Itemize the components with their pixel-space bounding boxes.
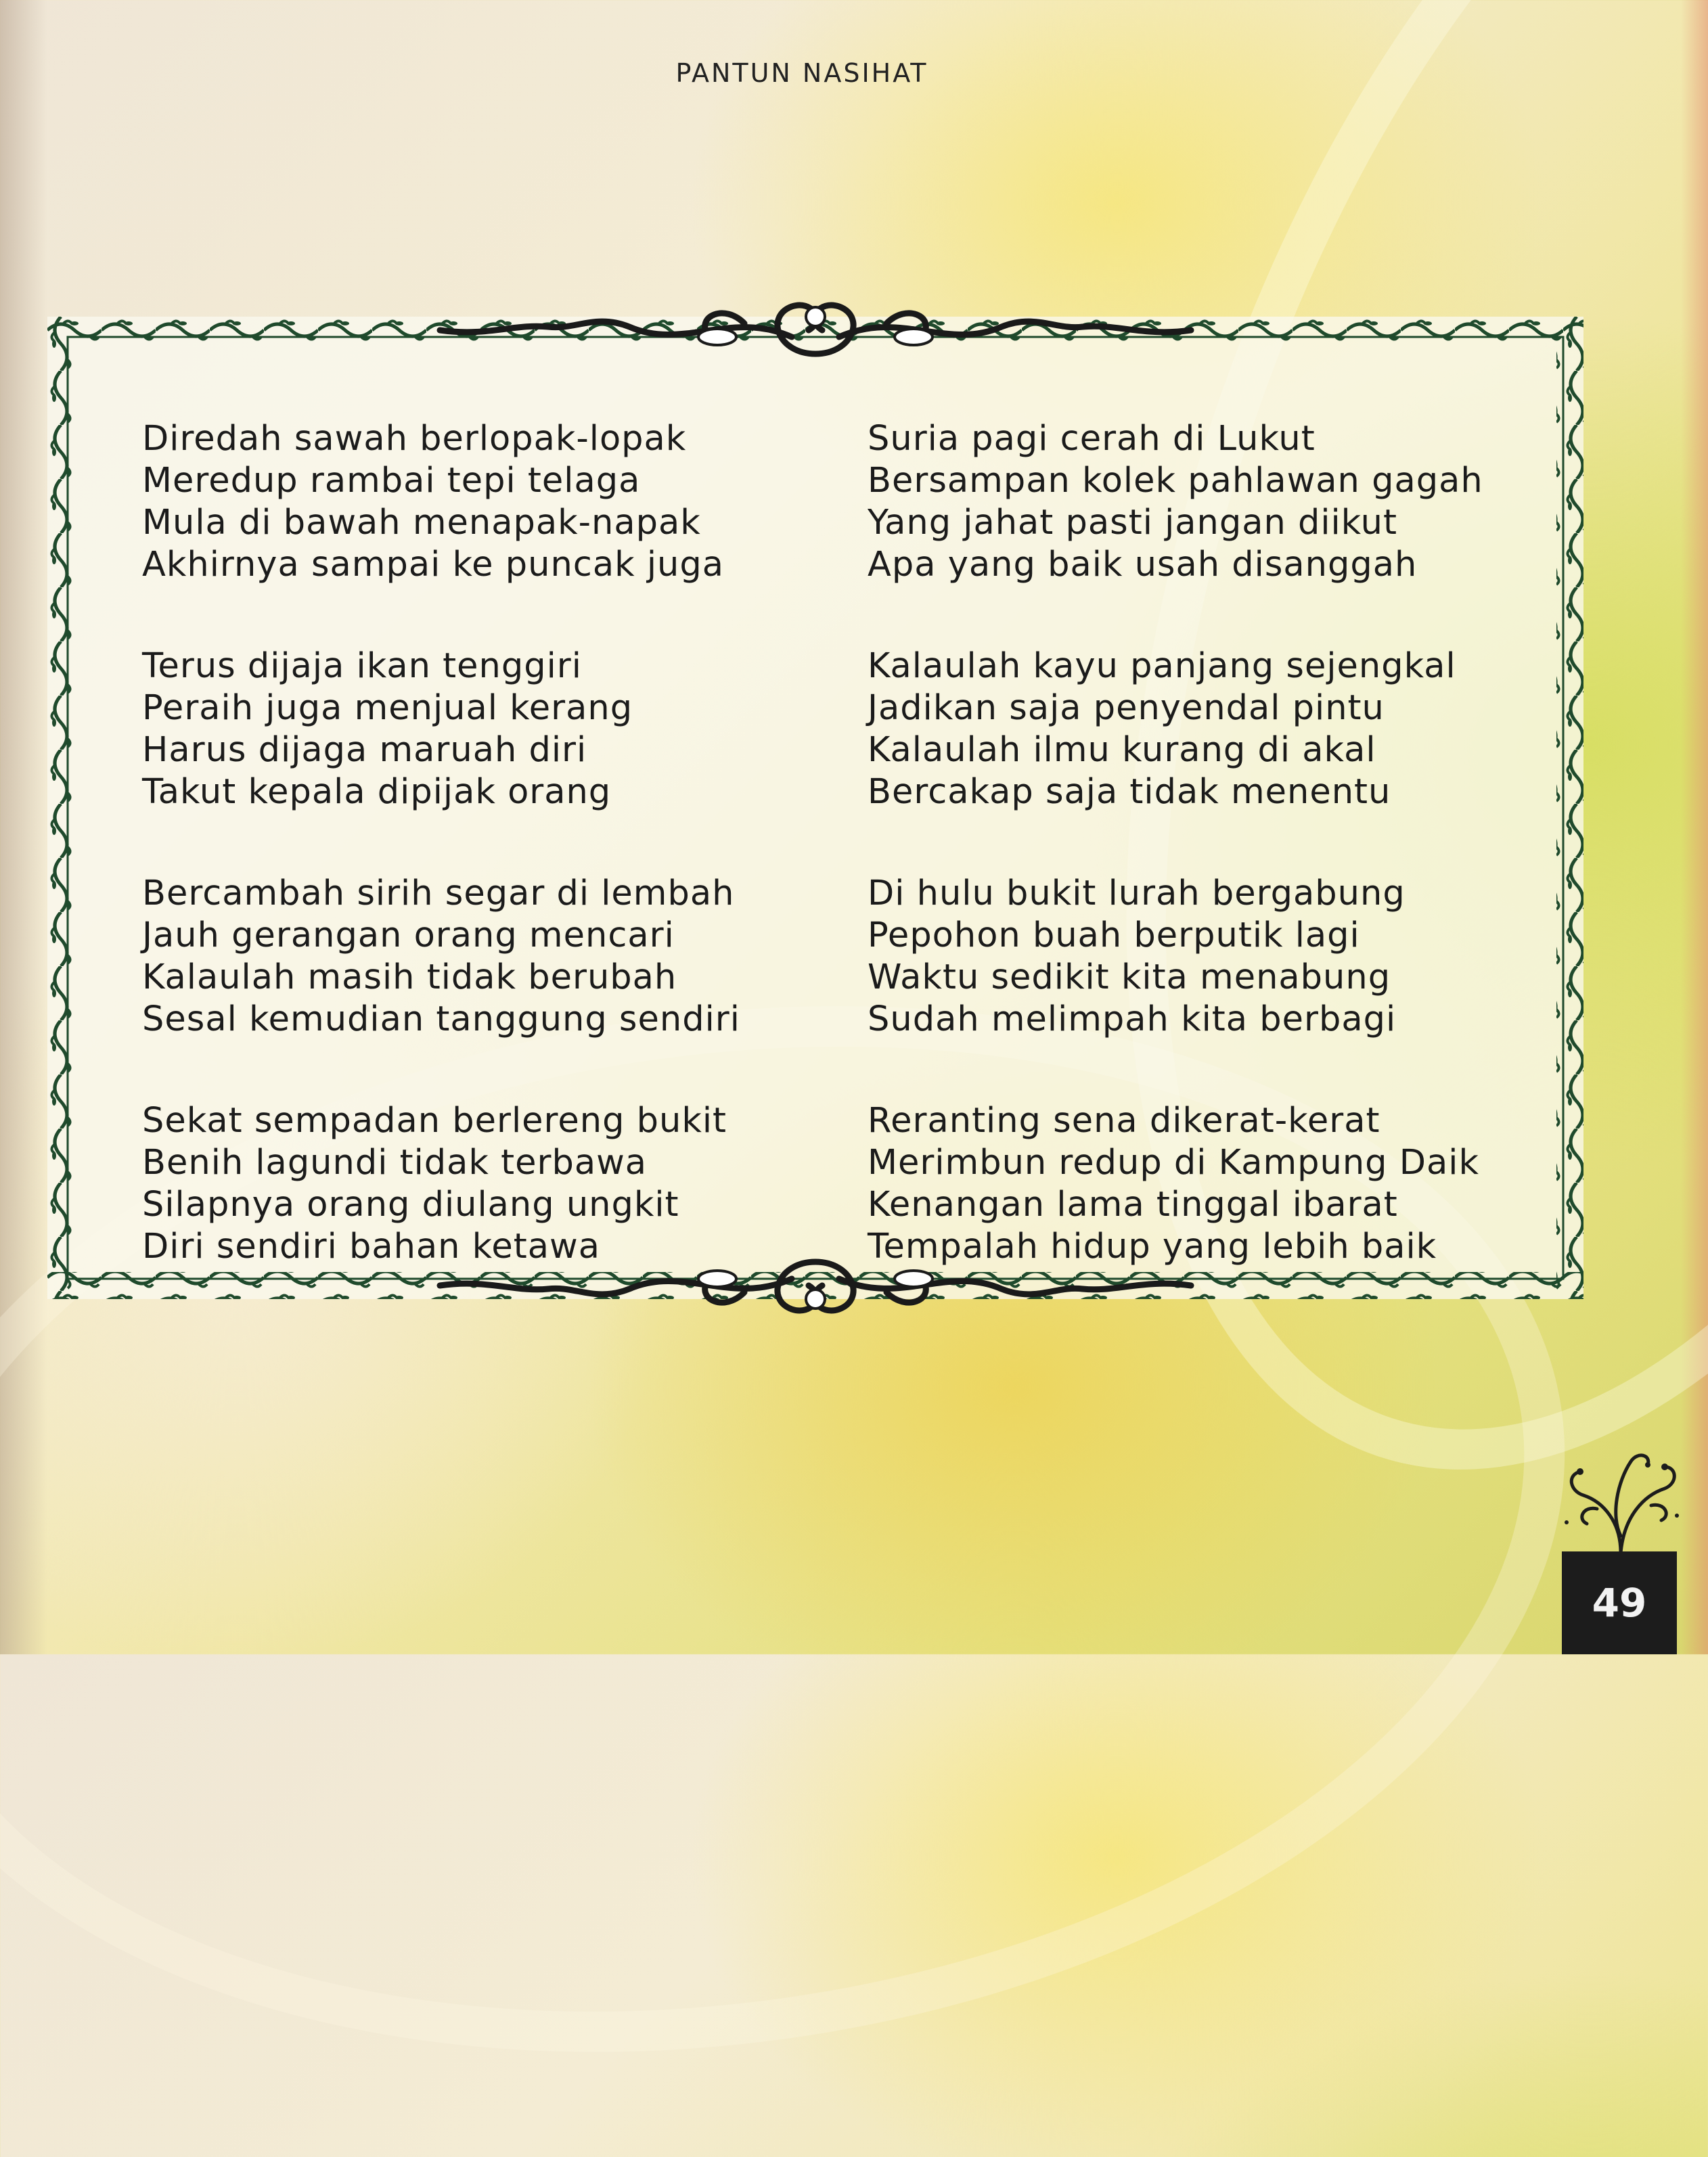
page-title: PANTUN NASIHAT	[675, 58, 928, 88]
stanza	[868, 1100, 1483, 1268]
stanza	[142, 645, 740, 813]
pantun-line: Pepohon buah berputik lagi	[868, 915, 1360, 955]
pantun-line: Peraih juga menjual kerang	[142, 688, 633, 728]
pantun-line: Benih lagundi tidak terbawa	[142, 1143, 648, 1183]
pantun-line: Suria pagi cerah di Lukut	[868, 419, 1316, 459]
pantun-line: Merimbun redup di Kampung Daik	[868, 1143, 1479, 1183]
pantun-line: Diri sendiri bahan ketawa	[142, 1227, 600, 1267]
pantun-line: Takut kepala dipijak orang	[142, 772, 612, 812]
pantun-line: Sudah melimpah kita berbagi	[868, 999, 1397, 1039]
pantun-line: Bercambah sirih segar di lembah	[142, 873, 735, 913]
pantun-line: Silapnya orang diulang ungkit	[142, 1185, 679, 1225]
pantun-frame	[47, 317, 1583, 1299]
pantun-line: Jauh gerangan orang mencari	[142, 915, 675, 955]
pantun-line: Reranting sena dikerat-kerat	[868, 1101, 1380, 1141]
pantun-line: Apa yang baik usah disanggah	[868, 545, 1418, 585]
pantun-line: Sesal kemudian tanggung sendiri	[142, 999, 740, 1039]
pantun-line: Harus dijaga maruah diri	[142, 730, 587, 770]
stanza	[868, 873, 1483, 1041]
pantun-line: Sekat sempadan berlereng bukit	[142, 1101, 727, 1141]
pantun-line: Jadikan saja penyendal pintu	[868, 688, 1385, 728]
pantun-line: Kalaulah kayu panjang sejengkal	[868, 646, 1456, 686]
stanza	[868, 645, 1483, 813]
left-column	[142, 418, 740, 1327]
pantun-line: Di hulu bukit lurah bergabung	[868, 873, 1406, 913]
pantun-line: Terus dijaja ikan tenggiri	[142, 646, 582, 686]
stanza	[142, 418, 740, 586]
stanza	[142, 873, 740, 1041]
pantun-line: Meredup rambai tepi telaga	[142, 461, 641, 501]
pantun-line: Mula di bawah menapak-napak	[142, 503, 701, 543]
stanza	[142, 1100, 740, 1268]
floral-corner-icon	[1556, 1441, 1685, 1556]
pantun-line: Kenangan lama tinggal ibarat	[868, 1185, 1398, 1225]
pantun-line: Kalaulah masih tidak berubah	[142, 957, 677, 997]
page-number: 49	[1562, 1551, 1677, 1654]
pantun-line: Kalaulah ilmu kurang di akal	[868, 730, 1376, 770]
pantun-line: Waktu sedikit kita menabung	[868, 957, 1391, 997]
pantun-line: Yang jahat pasti jangan diikut	[868, 503, 1397, 543]
pantun-line: Bercakap saja tidak menentu	[868, 772, 1391, 812]
pantun-line: Bersampan kolek pahlawan gagah	[868, 461, 1483, 501]
pantun-line: Diredah sawah berlopak-lopak	[142, 419, 687, 459]
top-scroll-ornament	[426, 290, 1205, 371]
pantun-line: Tempalah hidup yang lebih baik	[868, 1227, 1437, 1267]
right-column	[868, 418, 1483, 1327]
stanza	[868, 418, 1483, 586]
pantun-line: Akhirnya sampai ke puncak juga	[142, 545, 724, 585]
